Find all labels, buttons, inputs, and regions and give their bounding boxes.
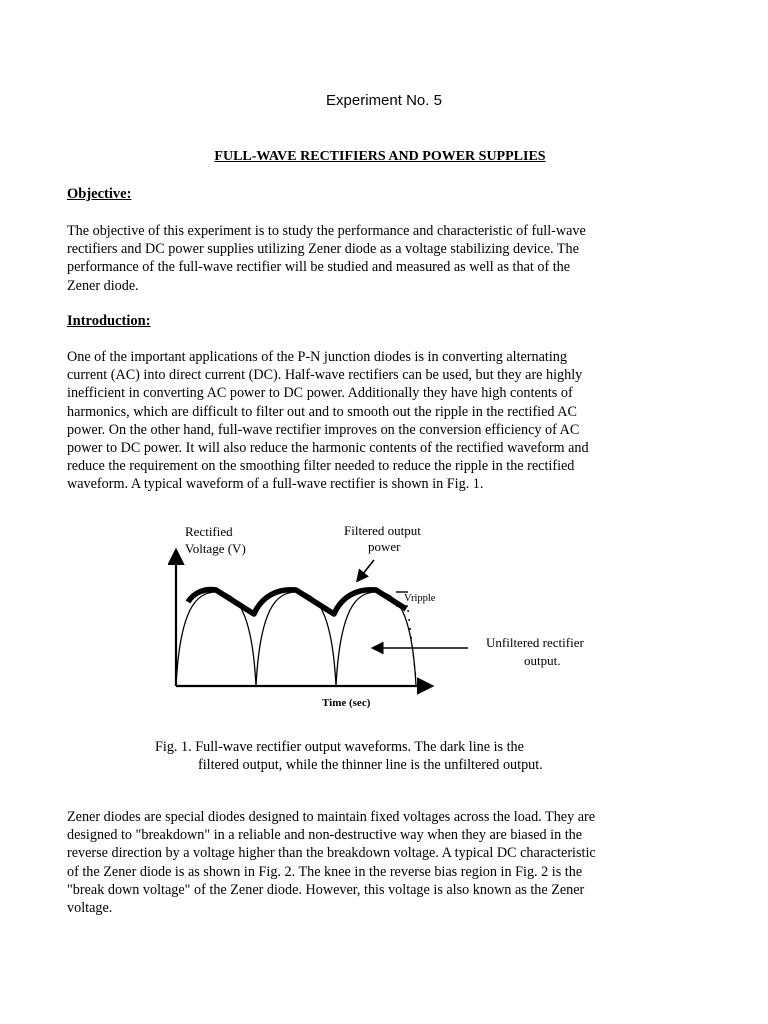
caption-line-1: Fig. 1. Full-wave rectifier output waveforms. The dark line is the	[155, 739, 524, 755]
y-axis-label-1: Rectified	[185, 524, 233, 539]
zener-line: "break down voltage" of the Zener diode. However, this voltage is also known as the Zener	[67, 881, 585, 898]
unfiltered-label-2: output.	[524, 653, 561, 668]
x-axis-label: Time (sec)	[322, 697, 371, 709]
filtered-waveform	[188, 590, 406, 615]
y-axis-label-2: Voltage (V)	[185, 541, 246, 556]
objective-heading: Objective:	[67, 186, 132, 202]
document-title: FULL-WAVE RECTIFIERS AND POWER SUPPLIES	[214, 149, 546, 164]
zener-line: Zener diodes are special diodes designed to maintain fixed voltages across the load. They are	[67, 809, 596, 825]
introduction-line: reduce the requirement on the smoothing filter needed to reduce the ripple in the rectified	[67, 458, 575, 475]
introduction-line: inefficient in converting AC power to DC power. Additionally they have high contents of	[67, 385, 573, 402]
introduction-line: power to DC power. It will also reduce the harmonic contents of the rectified waveform and	[67, 440, 589, 457]
filtered-label-1: Filtered output	[344, 523, 421, 538]
objective-paragraph	[67, 222, 647, 295]
zener-line: voltage.	[67, 900, 113, 917]
figure-1-caption	[155, 738, 543, 774]
filtered-label-2: power	[368, 539, 401, 554]
zener-line: of the Zener diode is as shown in Fig. 2. The knee in the reverse bias region in Fig. 2 is the	[67, 863, 583, 880]
caption-line-2: filtered output, while the thinner line is the unfiltered output.	[198, 757, 543, 773]
introduction-line: One of the important applications of the P-N junction diodes is in converting alternating	[67, 349, 567, 365]
objective-line: rectifiers and DC power supplies utilizing Zener diode as a voltage stabilizing device. The	[67, 241, 579, 258]
introduction-paragraph	[67, 348, 647, 494]
introduction-line: current (AC) into direct current (DC). Half-wave rectifiers can be used, but they are highly	[67, 367, 583, 384]
introduction-line: waveform. A typical waveform of a full-wave rectifier is shown in Fig. 1.	[67, 476, 484, 493]
filtered-pointer-arrow	[358, 560, 374, 580]
experiment-number: Experiment No. 5	[326, 92, 442, 109]
objective-line: The objective of this experiment is to study the performance and characteristic of full-wave	[67, 223, 586, 239]
figure-1-waveform	[168, 514, 608, 714]
objective-line: Zener diode.	[67, 277, 139, 294]
zener-line: reverse direction by a voltage higher than the breakdown voltage. A typical DC characteristic	[67, 845, 596, 862]
unfiltered-label-1: Unfiltered rectifier	[486, 635, 584, 650]
introduction-heading: Introduction:	[67, 313, 151, 329]
objective-line: performance of the full-wave rectifier will be studied and measured as well as that of the	[67, 259, 571, 276]
ripple-label: Vripple	[404, 593, 436, 604]
introduction-line: harmonics, which are difficult to filter out and to smooth out the ripple in the rectified AC	[67, 403, 577, 420]
unfiltered-waveform	[176, 592, 416, 686]
zener-line: designed to "breakdown" in a reliable and non-destructive way when they are biased in the	[67, 827, 583, 844]
introduction-line: power. On the other hand, full-wave rectifier improves on the conversion efficiency of AC	[67, 421, 580, 438]
zener-paragraph	[67, 808, 647, 917]
